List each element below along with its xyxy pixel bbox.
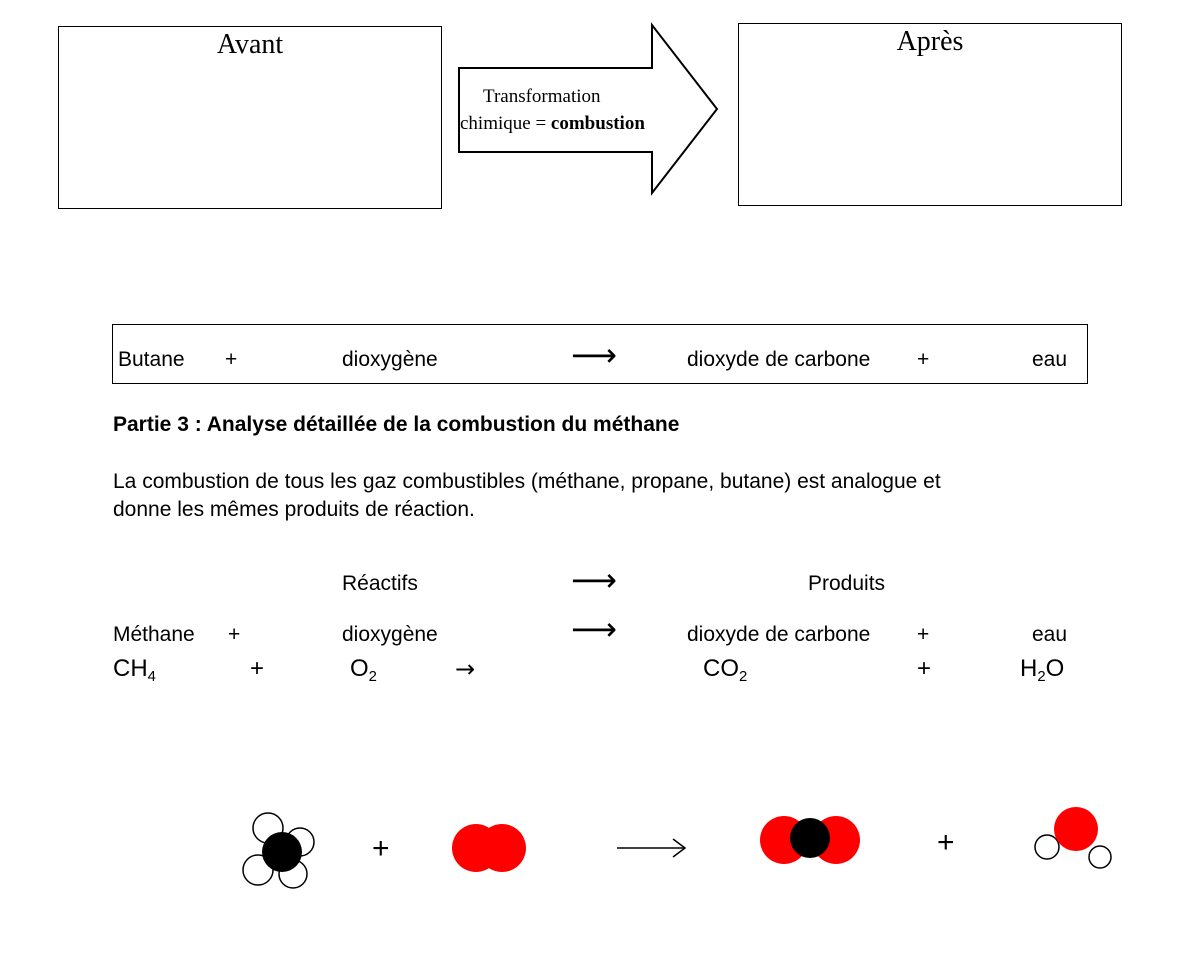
methane-plus1: + (228, 623, 241, 646)
formula-co2-sub: 2 (739, 669, 748, 686)
arrow-text-prefix: chimique = (460, 113, 551, 134)
arrow-text-line2 (460, 113, 645, 135)
carbon-atom (262, 832, 302, 872)
formula-o2-sub: 2 (368, 669, 377, 686)
butane-reactant2: dioxygène (342, 348, 438, 371)
formula-h2o-sub: 2 (1037, 669, 1046, 686)
butane-arrow: ⟶ (571, 336, 617, 374)
methane-plus2: + (917, 623, 930, 646)
reaction-arrow (615, 836, 689, 860)
methane-product1: dioxyde de carbone (687, 623, 871, 646)
methane-reactant2: dioxygène (342, 623, 438, 646)
dioxygen-molecule (450, 820, 530, 876)
after-box (738, 23, 1122, 206)
before-label: Avant (216, 29, 284, 60)
before-box (58, 26, 442, 209)
formula-co2-main: CO (703, 655, 739, 682)
water-molecule (1030, 802, 1116, 872)
hydrogen-atom (1035, 835, 1059, 859)
butane-reactant1: Butane (118, 348, 185, 371)
oxygen-atom (478, 824, 526, 872)
butane-product2: eau (1032, 348, 1068, 371)
header-reactants: Réactifs (342, 572, 418, 595)
formula-h2o-h: H (1020, 655, 1038, 682)
formula-ch4-sub: 4 (147, 669, 156, 686)
methane-molecule (238, 810, 318, 892)
arrow-text-combustion: combustion (550, 113, 645, 134)
after-label: Après (896, 26, 964, 57)
formula-plus2: + (917, 655, 932, 682)
molecule-plus1: + (372, 832, 390, 865)
methane-arrow: ⟶ (571, 610, 617, 648)
transformation-arrow (455, 22, 721, 197)
oxygen-atom (1054, 807, 1098, 851)
arrow-shape (459, 25, 717, 193)
butane-product1: dioxyde de carbone (687, 348, 871, 371)
butane-plus2: + (917, 348, 930, 371)
header-arrow: ⟶ (571, 561, 617, 599)
formula-ch4-main: CH (113, 655, 148, 682)
header-products: Produits (808, 572, 886, 595)
formula-ch4 (113, 655, 156, 686)
section-title: Partie 3 : Analyse détaillée de la combustion du méthane (113, 413, 680, 436)
formula-o2-main: O (350, 655, 369, 682)
formula-plus1: + (250, 655, 265, 682)
hydrogen-atom (1089, 846, 1111, 868)
section-paragraph-line1: La combustion de tous les gaz combustibles (méthane, propane, butane) est analogue et (113, 470, 941, 493)
butane-plus1: + (225, 348, 238, 371)
methane-product2: eau (1032, 623, 1068, 646)
carbon-dioxide-molecule (758, 812, 862, 868)
methane-reactant1: Méthane (113, 623, 195, 646)
formula-h2o (1020, 655, 1065, 686)
carbon-atom (790, 818, 830, 858)
section-paragraph-line2: donne les mêmes produits de réaction. (113, 498, 475, 521)
arrow-text-line1: Transformation (483, 86, 601, 107)
formula-arrow: → (455, 655, 476, 683)
molecule-plus2: + (937, 826, 955, 859)
formula-co2 (703, 655, 748, 686)
formula-h2o-o: O (1045, 655, 1065, 682)
formula-o2 (350, 655, 377, 686)
